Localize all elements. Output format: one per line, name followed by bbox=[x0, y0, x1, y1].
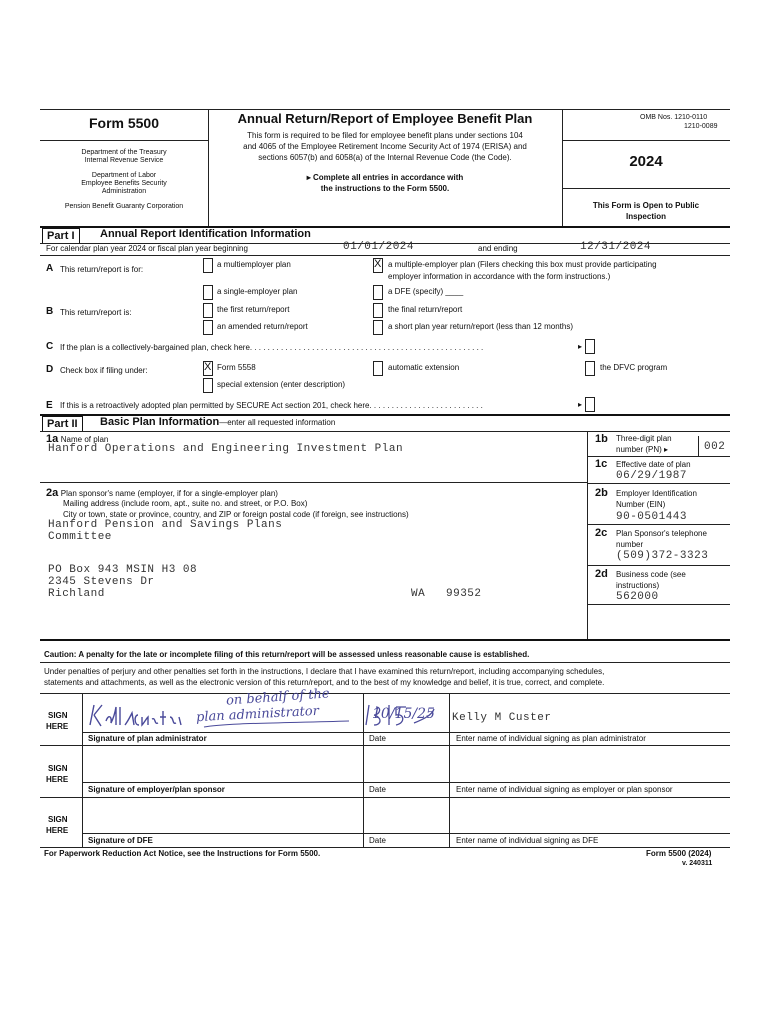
field-1b-label-2: number (PN) ▸ bbox=[616, 445, 669, 454]
sign-here-2a: SIGN bbox=[48, 764, 68, 773]
field-2d-num: 2d bbox=[595, 568, 608, 580]
part2-bottom-rule bbox=[40, 639, 730, 641]
dfe-checkbox[interactable] bbox=[373, 285, 383, 300]
plan-year-begin[interactable]: 01/01/2024 bbox=[343, 241, 415, 253]
item-c-label: C bbox=[46, 341, 54, 352]
arrow-right-icon: ▸ bbox=[578, 400, 583, 409]
date-name-divider bbox=[449, 693, 450, 848]
sig1-label: Signature of plan administrator bbox=[88, 734, 207, 743]
automatic-extension-checkbox[interactable] bbox=[373, 361, 383, 376]
sig3-bottom-rule bbox=[40, 847, 730, 848]
field-2a-label-3: City or town, state or province, country, and ZIP or foreign postal code (if foreign, see instructions) bbox=[63, 510, 409, 519]
form-reference: Form 5500 (2024) bbox=[646, 849, 712, 858]
arrow-right-icon: ▸ bbox=[664, 445, 669, 454]
field-2c-num: 2c bbox=[595, 527, 608, 539]
short-plan-year-checkbox[interactable] bbox=[373, 320, 383, 335]
sig2-bottom-rule bbox=[40, 797, 730, 798]
plan-number-value[interactable]: 002 bbox=[704, 441, 726, 453]
omb-number-1: OMB Nos. 1210-0110 bbox=[640, 114, 708, 121]
sig1-name-label: Enter name of individual signing as plan administrator bbox=[456, 734, 646, 743]
part1-title: Annual Report Identification Information bbox=[100, 228, 311, 240]
item-e-text: If this is a retroactively adopted plan permitted by SECURE Act section 201, check here. . . . . . . . . . . . . . . . . . . . . . . . . . bbox=[60, 401, 483, 410]
calendar-year-text: For calendar plan year 2024 or fiscal plan year beginning bbox=[46, 244, 248, 253]
pn-box-divider bbox=[698, 436, 699, 456]
header-rule-omb bbox=[562, 140, 730, 141]
sponsor-state[interactable]: WA bbox=[411, 588, 426, 600]
field-2a-label: 2a Plan sponsor's name (employer, if for a single-employer plan) bbox=[46, 487, 278, 499]
first-return-checkbox[interactable] bbox=[203, 303, 213, 318]
field-2d-label-2: instructions) bbox=[616, 581, 660, 590]
form-5558-label: Form 5558 bbox=[217, 363, 256, 372]
field-1b-label-1: Three-digit plan bbox=[616, 434, 672, 443]
field-2b-rule bbox=[587, 524, 730, 525]
field-1b-num: 1b bbox=[595, 433, 608, 445]
ein-value[interactable]: 90-0501443 bbox=[616, 511, 688, 523]
form-desc-2: and 4065 of the Employee Retirement Income Security Act of 1974 (ERISA) and bbox=[243, 142, 527, 151]
field-1a-label: 1a Name of plan bbox=[46, 433, 109, 445]
sig1-rule bbox=[82, 732, 730, 733]
sig3-date-label: Date bbox=[369, 836, 386, 845]
field-2b-num: 2b bbox=[595, 487, 608, 499]
field-2d-label-1: Business code (see bbox=[616, 570, 686, 579]
sig2-name-label: Enter name of individual signing as employer or plan sponsor bbox=[456, 785, 673, 794]
item-d-label: D bbox=[46, 364, 54, 375]
item-d-text: Check box if filing under: bbox=[60, 366, 148, 375]
part1-label: Part I bbox=[42, 228, 80, 244]
instructions-1: ▸ Complete all entries in accordance with bbox=[306, 173, 464, 182]
sponsor-name-2[interactable]: Committee bbox=[48, 531, 112, 543]
public-inspection-1: This Form is Open to Public bbox=[592, 201, 700, 210]
agency-pbgc: Pension Benefit Guaranty Corporation bbox=[64, 203, 184, 210]
sign-here-3a: SIGN bbox=[48, 815, 68, 824]
field-2c-label-1: Plan Sponsor's telephone bbox=[616, 529, 707, 538]
sponsor-zip[interactable]: 99352 bbox=[446, 588, 482, 600]
sponsor-name-1[interactable]: Hanford Pension and Savings Plans bbox=[48, 519, 283, 531]
signature-note-2: plan administrator bbox=[195, 703, 320, 726]
perjury-text-1: Under penalties of perjury and other penalties set forth in the instructions, I declare that I have examined this return/report, including accompanying schedules, bbox=[44, 667, 605, 676]
item-b-label: B bbox=[46, 306, 54, 317]
instructions-2: the instructions to the Form 5500. bbox=[320, 184, 450, 193]
right-column-divider bbox=[587, 431, 588, 639]
phone-value[interactable]: (509)372-3323 bbox=[616, 550, 709, 562]
form-desc-1: This form is required to be filed for employee benefit plans under sections 104 bbox=[247, 131, 523, 140]
form-title: Annual Return/Report of Employee Benefit Plan bbox=[237, 111, 533, 126]
sig3-name-label: Enter name of individual signing as DFE bbox=[456, 836, 599, 845]
final-return-label: the final return/report bbox=[388, 305, 463, 314]
single-employer-label: a single-employer plan bbox=[217, 287, 298, 296]
plan-name-value[interactable]: Hanford Operations and Engineering Investment Plan bbox=[48, 443, 404, 455]
field-1c-rule bbox=[587, 483, 730, 484]
amended-return-label: an amended return/report bbox=[217, 322, 308, 331]
item-a-label: A bbox=[46, 263, 54, 274]
and-ending-text: and ending bbox=[478, 244, 518, 253]
multiemployer-checkbox[interactable] bbox=[203, 258, 213, 273]
secure-act-checkbox[interactable] bbox=[585, 397, 595, 412]
sign-here-1b: HERE bbox=[46, 722, 69, 731]
business-code-value[interactable]: 562000 bbox=[616, 591, 659, 603]
sign-column-divider bbox=[82, 693, 83, 848]
sponsor-address-2[interactable]: 2345 Stevens Dr bbox=[48, 576, 155, 588]
header-rule-formname bbox=[40, 140, 208, 141]
amended-return-checkbox[interactable] bbox=[203, 320, 213, 335]
plan-year-end[interactable]: 12/31/2024 bbox=[580, 241, 652, 253]
final-return-checkbox[interactable] bbox=[373, 303, 383, 318]
item-a-text: This return/report is for: bbox=[60, 265, 144, 274]
paperwork-notice: For Paperwork Reduction Act Notice, see the Instructions for Form 5500. bbox=[44, 849, 321, 858]
short-plan-year-label: a short plan year return/report (less than 12 months) bbox=[388, 322, 573, 331]
sign-here-1a: SIGN bbox=[48, 711, 68, 720]
agency-ebsa: Employee Benefits Security bbox=[81, 180, 167, 187]
public-inspection-2: Inspection bbox=[625, 212, 666, 221]
plan-admin-name-value[interactable]: Kelly M Custer bbox=[452, 712, 552, 724]
dfvc-label: the DFVC program bbox=[600, 363, 668, 372]
signature-note-1: on behalf of the bbox=[225, 686, 331, 709]
calendar-rule bbox=[40, 255, 730, 256]
caution-text: Caution: A penalty for the late or incomplete filing of this return/report will be assessed unless reasonable cause is established. bbox=[44, 650, 530, 659]
field-2c-label-2: number bbox=[616, 540, 644, 549]
form-5558-check: X bbox=[204, 361, 212, 373]
form-desc-3: sections 6057(b) and 6058(a) of the Internal Revenue Code (the Code). bbox=[258, 153, 512, 162]
item-b-text: This return/report is: bbox=[60, 308, 132, 317]
field-1a-rule bbox=[40, 482, 587, 483]
dfvc-checkbox[interactable] bbox=[585, 361, 595, 376]
sig2-date-label: Date bbox=[369, 785, 386, 794]
sign-here-3b: HERE bbox=[46, 826, 69, 835]
first-return-label: the first return/report bbox=[217, 305, 290, 314]
omb-number-2: 1210-0089 bbox=[684, 123, 718, 130]
tax-year: 2024 bbox=[629, 153, 663, 170]
multiemployer-label: a multiemployer plan bbox=[217, 260, 291, 269]
part2-title-rule bbox=[40, 431, 730, 432]
header-top-rule bbox=[40, 109, 730, 110]
field-1c-num: 1c bbox=[595, 458, 608, 470]
caution-rule bbox=[40, 662, 730, 663]
field-2b-label-1: Employer Identification bbox=[616, 489, 697, 498]
item-e-label: E bbox=[46, 400, 53, 411]
sig2-label: Signature of employer/plan sponsor bbox=[88, 785, 225, 794]
field-2b-label-2: Number (EIN) bbox=[616, 500, 666, 509]
special-extension-checkbox[interactable] bbox=[203, 378, 213, 393]
part2-title: Basic Plan Information—enter all requested information bbox=[100, 416, 336, 428]
dfe-label: a DFE (specify) ____ bbox=[388, 287, 464, 296]
signature-date-handwritten: 10/15/25 bbox=[372, 706, 435, 722]
field-1c-label: Effective date of plan bbox=[616, 460, 691, 469]
sig3-label: Signature of DFE bbox=[88, 836, 153, 845]
multiple-employer-checkbox[interactable] bbox=[373, 258, 383, 273]
agency-irs: Internal Revenue Service bbox=[84, 157, 164, 164]
agency-ebsa-admin: Administration bbox=[101, 188, 147, 195]
special-extension-label: special extension (enter description) bbox=[217, 380, 346, 389]
perjury-text-2: statements and attachments, as well as the electronic version of this return/report, and to the best of my knowledge and belief, it is true, correct, and complete. bbox=[44, 678, 605, 687]
field-1b-rule bbox=[587, 456, 730, 457]
agency-treasury: Department of the Treasury bbox=[81, 149, 167, 156]
header-rule-year bbox=[562, 188, 730, 189]
sponsor-address-1[interactable]: PO Box 943 MSIN H3 08 bbox=[48, 564, 198, 576]
automatic-extension-label: automatic extension bbox=[388, 363, 460, 372]
item-c-text: If the plan is a collectively-bargained plan, check here. . . . . . . . . . . . . . . . . . . . . . . . . . . . . . . . . . . . . . . . . . . . . . . . . . . . . bbox=[60, 343, 484, 352]
single-employer-checkbox[interactable] bbox=[203, 285, 213, 300]
field-2d-rule bbox=[587, 604, 730, 605]
form-name: Form 5500 bbox=[88, 115, 160, 131]
effective-date-value[interactable]: 06/29/1987 bbox=[616, 470, 688, 482]
multiple-employer-label-2: employer information in accordance with the form instructions.) bbox=[388, 272, 611, 281]
sign-here-2b: HERE bbox=[46, 775, 69, 784]
sponsor-city[interactable]: Richland bbox=[48, 588, 105, 600]
agency-labor: Department of Labor bbox=[91, 172, 157, 179]
sig3-rule bbox=[82, 833, 730, 834]
field-2c-rule bbox=[587, 565, 730, 566]
sig1-date-label: Date bbox=[369, 734, 386, 743]
header-divider-left bbox=[208, 109, 209, 227]
multiple-employer-label: a multiple-employer plan (Filers checking this box must provide participating bbox=[388, 260, 657, 269]
collectively-bargained-checkbox[interactable] bbox=[585, 339, 595, 354]
multiple-employer-check: X bbox=[374, 258, 382, 270]
sig2-rule bbox=[82, 782, 730, 783]
field-2a-label-2: Mailing address (include room, apt., suite no. and street, or P.O. Box) bbox=[63, 499, 308, 508]
part2-label: Part II bbox=[42, 416, 83, 432]
arrow-right-icon: ▸ bbox=[578, 342, 583, 351]
form-5558-checkbox[interactable] bbox=[203, 361, 213, 376]
form-version: v. 240311 bbox=[682, 860, 713, 867]
arrow-right-icon: ▸ bbox=[306, 173, 313, 182]
sig1-bottom-rule bbox=[40, 745, 730, 746]
